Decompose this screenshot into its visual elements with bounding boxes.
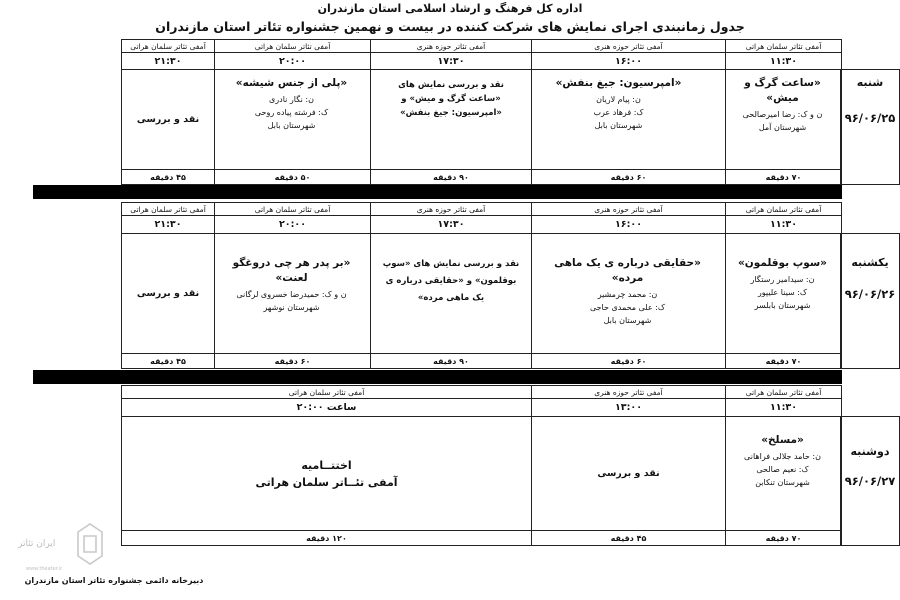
venue-cell: آمفی تئاتر حوزه هنری [370, 39, 532, 53]
credit-line: ک: علی محمدی حاجی [589, 303, 666, 312]
day-date: ۹۶/۰۶/۲۷ [844, 474, 896, 488]
logo-text: ایران تئاتر [18, 539, 56, 549]
credit-line: ن: نگار نادری [269, 95, 314, 104]
time-cell: ۲۱:۳۰ [121, 215, 215, 234]
duration-cell: ۶۰ دقیقه [214, 353, 371, 369]
play-cell [531, 233, 726, 354]
venue-cell: آمفی تئاتر سلمان هراتی [121, 385, 532, 399]
day-name: شنبه [856, 76, 884, 89]
time-cell: ۲۱:۳۰ [121, 52, 215, 70]
city-line: شهرستان بابلسر [754, 301, 811, 310]
city-line: شهرستان بابل [594, 121, 643, 130]
play-cell [214, 69, 371, 170]
credit-line: ن: پیام لاریان [596, 95, 641, 104]
time-cell: ۱۶:۰۰ [531, 52, 726, 70]
schedule-title: جدول زمانبندی اجرای نمایش های شرکت کننده در بیست و نهمین جشنواره تئاتر استان مازندران [155, 19, 745, 34]
credit-line: ک: فرشته پیاده روحی [254, 108, 329, 117]
duration-cell: ۶۰ دقیقه [531, 169, 726, 185]
time-cell: ۲۰:۰۰ [214, 215, 371, 234]
closing-title: اختتــامیه [301, 458, 352, 472]
day-name: یکشنبه [851, 256, 889, 269]
venue-cell: آمفی تئاتر سلمان هراتی [214, 202, 371, 216]
duration-cell: ۹۰ دقیقه [370, 169, 532, 185]
venue-cell: آمفی تئاتر حوزه هنری [531, 385, 726, 399]
day-label-monday [840, 416, 900, 546]
time-cell: ۱۳:۰۰ [531, 398, 726, 417]
iran-theater-logo [12, 518, 117, 576]
venue-cell: آمفی تئاتر حوزه هنری [531, 202, 726, 216]
venue-cell: آمفی تئاتر حوزه هنری [370, 202, 532, 216]
review-cell: نقد و بررسی [121, 233, 215, 354]
credit-line: ک: نعیم صالحی [756, 465, 809, 474]
duration-cell: ۵۰ دقیقه [214, 169, 371, 185]
duration-cell: ۴۵ دقیقه [531, 530, 726, 546]
play-title: «امپرسیون: جیغ بنفش» [555, 77, 682, 89]
credit-line: ن: حامد جلالی فراهانی [744, 452, 821, 461]
venue-cell: آمفی تئاتر سلمان هراتی [725, 385, 842, 399]
closing-cell [121, 416, 532, 531]
time-cell: ۱۷:۳۰ [370, 215, 532, 234]
time-cell: ۱۱:۳۰ [725, 52, 842, 70]
play-title: «حقایقی درباره ی یک ماهی مرده» [554, 257, 701, 284]
play-cell [725, 416, 842, 531]
credit-line: ن: محمد چرمشیر [597, 290, 658, 299]
city-line: شهرستان آمل [758, 123, 807, 132]
duration-cell: ۴۵ دقیقه [121, 169, 215, 185]
venue-cell: آمفی تئاتر حوزه هنری [531, 39, 726, 53]
time-cell: ۱۷:۳۰ [370, 52, 532, 70]
org-title: اداره کل فرهنگ و ارشاد اسلامی استان مازندران [317, 2, 583, 15]
duration-cell: ۷۰ دقیقه [725, 169, 842, 185]
credit-line: ک: سینا علیپور [757, 288, 808, 297]
duration-cell: ۴۵ دقیقه [121, 353, 215, 369]
city-line: شهرستان بابل [267, 121, 316, 130]
duration-cell: ۹۰ دقیقه [370, 353, 532, 369]
critique-cell: نقد و بررسی نمایش های «سوپ بوقلمون» و «حقایقی درباره ی یک ماهی مرده» [370, 233, 532, 354]
time-cell: ۱۶:۰۰ [531, 215, 726, 234]
review-cell: نقد و بررسی [531, 416, 726, 531]
credit-line: ک: فرهاد عرب [593, 108, 644, 117]
day-date: ۹۶/۰۶/۲۵ [844, 111, 896, 125]
play-title: «ساعت گرگ و میش» [744, 77, 821, 104]
day-separator [33, 185, 842, 199]
time-cell: ساعت ۲۰:۰۰ [121, 398, 532, 417]
time-cell: ۱۱:۳۰ [725, 215, 842, 234]
play-cell [725, 69, 842, 170]
duration-cell: ۷۰ دقیقه [725, 353, 842, 369]
city-line: شهرستان تنکابن [755, 478, 810, 487]
schedule-table [33, 39, 896, 552]
duration-cell: ۱۲۰ دقیقه [121, 530, 532, 546]
play-title: «مسلخ» [761, 434, 804, 446]
venue-cell: آمفی تئاتر سلمان هراتی [121, 202, 215, 216]
play-cell [214, 233, 371, 354]
city-line: شهرستان بابل [603, 316, 652, 325]
venue-cell: آمفی تئاتر سلمان هراتی [214, 39, 371, 53]
day-name: دوشنبه [850, 445, 890, 458]
duration-cell: ۶۰ دقیقه [531, 353, 726, 369]
logo-url: www.theater.ir [26, 566, 63, 572]
credit-line: ن و ک: رضا امیرصالحی [742, 110, 823, 119]
play-cell [725, 233, 842, 354]
day-separator [33, 370, 842, 384]
credit-line: ن: سیدامیر رستگار [750, 275, 815, 284]
play-cell [531, 69, 726, 170]
play-title: «سوپ بوقلمون» [738, 257, 827, 269]
time-cell: ۱۱:۳۰ [725, 398, 842, 417]
closing-place: آمفی تئــاتر سلمان هراتی [255, 475, 398, 489]
credit-line: ن و ک: حمیدرضا خسروی لرگانی [236, 290, 347, 299]
city-line: شهرستان نوشهر [263, 303, 320, 312]
day-date: ۹۶/۰۶/۲۶ [844, 287, 896, 301]
venue-cell: آمفی تئاتر سلمان هراتی [121, 39, 215, 53]
play-title: «پلی از جنس شیشه» [235, 77, 348, 89]
day-label-sunday [840, 233, 900, 369]
day-label-saturday [840, 69, 900, 185]
venue-cell: آمفی تئاتر سلمان هراتی [725, 202, 842, 216]
review-cell: نقد و بررسی [121, 69, 215, 170]
critique-cell: نقد و بررسی نمایش های «ساعت گرگ و میش» و «امپرسیون: جیغ بنفش» [370, 69, 532, 170]
time-cell: ۲۰:۰۰ [214, 52, 371, 70]
footer-secretariat: دبیرخانه دائمی جشنواره تئاتر استان مازندران [24, 576, 204, 585]
duration-cell: ۷۰ دقیقه [725, 530, 842, 546]
play-title: «بر پدر هر چی دروغگو لعنت» [232, 257, 351, 284]
venue-cell: آمفی تئاتر سلمان هراتی [725, 39, 842, 53]
